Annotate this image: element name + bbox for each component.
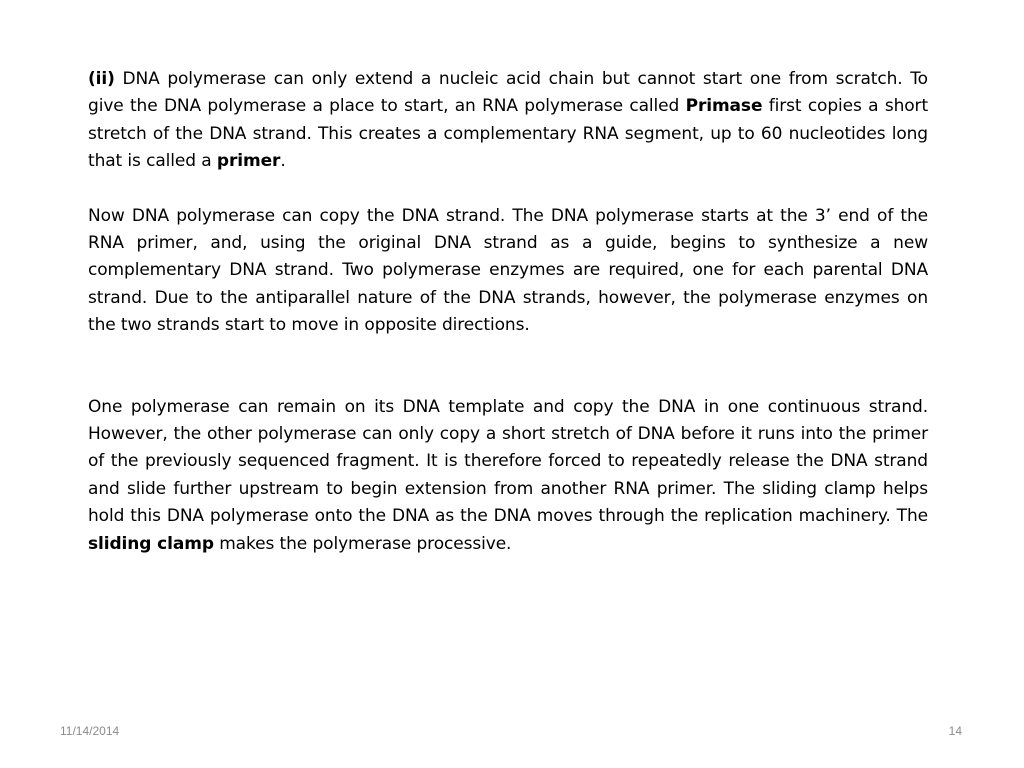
term-sliding-clamp: sliding clamp [88,533,214,554]
term-primase: Primase [685,96,763,117]
paragraph-text: makes the polymerase processive. [213,533,512,554]
list-marker: (ii) [88,69,115,89]
paragraph-primase [88,66,928,176]
footer-page-number: 14 [948,724,962,738]
paragraph-text: first copies a short stretch of the DNA strand. This creates a complementary RNA segment, up to 60 nucleotides long that is called a [88,96,929,172]
paragraph-text: . [280,151,286,172]
slide-body [88,66,928,558]
term-primer: primer [216,151,281,172]
paragraph-sliding-clamp [88,394,928,558]
paragraph-text: DNA polymerase can only extend a nucleic acid chain but cannot start one from scratch. To give the DNA polymerase a place to start, an RNA polymerase called [88,69,928,117]
footer-date: 11/14/2014 [60,724,120,738]
paragraph-dna-polymerase [88,203,928,340]
paragraph-text: Now DNA polymerase can copy the DNA strand. The DNA polymerase starts at the 3’ end of the RNA primer, and, using the original DNA strand as a guide, begins to synthesize a new complementary DNA strand. Two polymerase enzymes are required, one for each parental DNA strand. Due to the antiparallel nature of the DNA strands, however, the polymerase enzymes on the two strands start to move in opposite directions. [88,205,928,336]
paragraph-text: One polymerase can remain on its DNA template and copy the DNA in one continuous strand. However, the other polymerase can only copy a short stretch of DNA before it runs into the primer of the previously sequenced fragment. It is therefore forced to repeatedly release the DNA strand and slide further upstream to begin extension from another RNA primer. The sliding clamp helps hold this DNA polymerase onto the DNA as the DNA moves through the replication machinery. The [88,396,928,527]
